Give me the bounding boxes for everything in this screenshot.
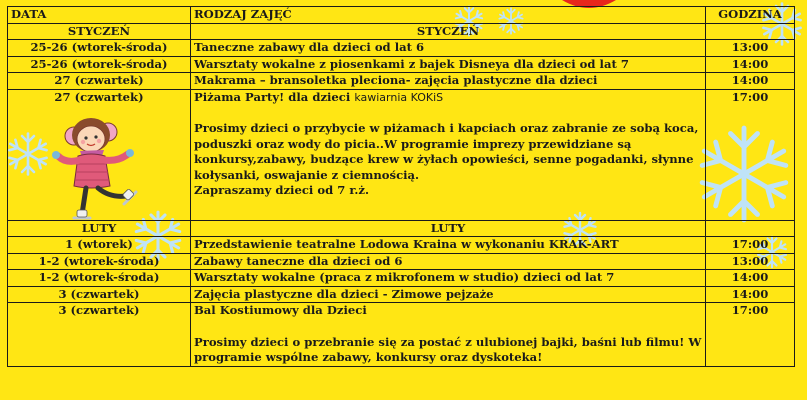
row-description [191, 89, 706, 220]
table-row [8, 56, 795, 73]
header-date: DATA [8, 7, 191, 24]
row-time: 14:00 [706, 56, 795, 73]
month-label: STYCZEŃ [191, 23, 706, 40]
header-time: GODZINA [706, 7, 795, 24]
event-venue: kawiarnia KOKiS [354, 90, 444, 104]
row-date: 25-26 (wtorek-środa) [8, 56, 191, 73]
row-time: 17:00 [706, 237, 795, 254]
row-description: Taneczne zabawy dla dzieci od lat 6 [191, 40, 706, 57]
row-description: Warsztaty wokalne z piosenkami z bajek Disneya dla dzieci od lat 7 [191, 56, 706, 73]
row-date: 25-26 (wtorek-środa) [8, 40, 191, 57]
table-row [8, 253, 795, 270]
row-description: Warsztaty wokalne (praca z mikrofonem w studio) dzieci od lat 7 [191, 270, 706, 287]
row-date: 3 (czwartek) [8, 303, 191, 367]
table-row-pizama-party [8, 89, 795, 220]
event-title: Bal Kostiumowy dla Dzieci [194, 303, 367, 317]
event-note: Prosimy dzieci o przebranie się za postać z ulubionej bajki, baśni lub filmu! W programie wspólne zabawy, konkursy oraz dyskoteka! [194, 334, 702, 364]
table-row [8, 40, 795, 57]
header-type: RODZAJ ZAJĘĆ [191, 7, 706, 24]
row-time: 13:00 [706, 40, 795, 57]
event-invite: Zapraszamy dzieci od 7 r.ż. [194, 183, 370, 197]
row-description: Makrama – bransoletka pleciona- zajęcia plastyczne dla dzieci [191, 73, 706, 90]
row-description: Przedstawienie teatralne Lodowa Kraina w wykonaniu KRAK-ART [191, 237, 706, 254]
row-date: 1 (wtorek) [8, 237, 191, 254]
row-date: 27 (czwartek) [8, 73, 191, 90]
row-time: 17:00 [706, 303, 795, 367]
row-time: 14:00 [706, 73, 795, 90]
schedule-table [7, 6, 795, 367]
row-time: 13:00 [706, 253, 795, 270]
event-title: Piżama Party! dla dzieci [194, 89, 351, 104]
month-label: LUTY [8, 220, 191, 237]
month-label: LUTY [191, 220, 706, 237]
table-row [8, 286, 795, 303]
month-row-january [8, 23, 795, 40]
table-row [8, 73, 795, 90]
row-description: Zajęcia plastyczne dla dzieci - Zimowe pejzaże [191, 286, 706, 303]
month-label: STYCZEŃ [8, 23, 191, 40]
row-date: 1-2 (wtorek-środa) [8, 270, 191, 287]
month-row-february [8, 220, 795, 237]
table-row [8, 237, 795, 254]
table-header-row [8, 7, 795, 24]
row-time: 14:00 [706, 270, 795, 287]
month-empty [706, 23, 795, 40]
event-note: Prosimy dzieci o przybycie w piżamach i kapciach oraz zabranie ze sobą koca, poduszki oraz wody do picia..W programie imprezy przewidziane są konkursy,zabawy, budzące krew w żyłach opowieści, senne pogadanki, słynne kołysanki, oswajanie z ciemnością. [194, 121, 699, 182]
row-time: 14:00 [706, 286, 795, 303]
table-row-bal [8, 303, 795, 367]
table-row [8, 270, 795, 287]
row-date: 27 (czwartek) [8, 89, 191, 220]
row-description [191, 303, 706, 367]
row-date: 1-2 (wtorek-środa) [8, 253, 191, 270]
row-description: Zabawy taneczne dla dzieci od 6 [191, 253, 706, 270]
month-empty [706, 220, 795, 237]
row-date: 3 (czwartek) [8, 286, 191, 303]
row-time: 17:00 [706, 89, 795, 220]
